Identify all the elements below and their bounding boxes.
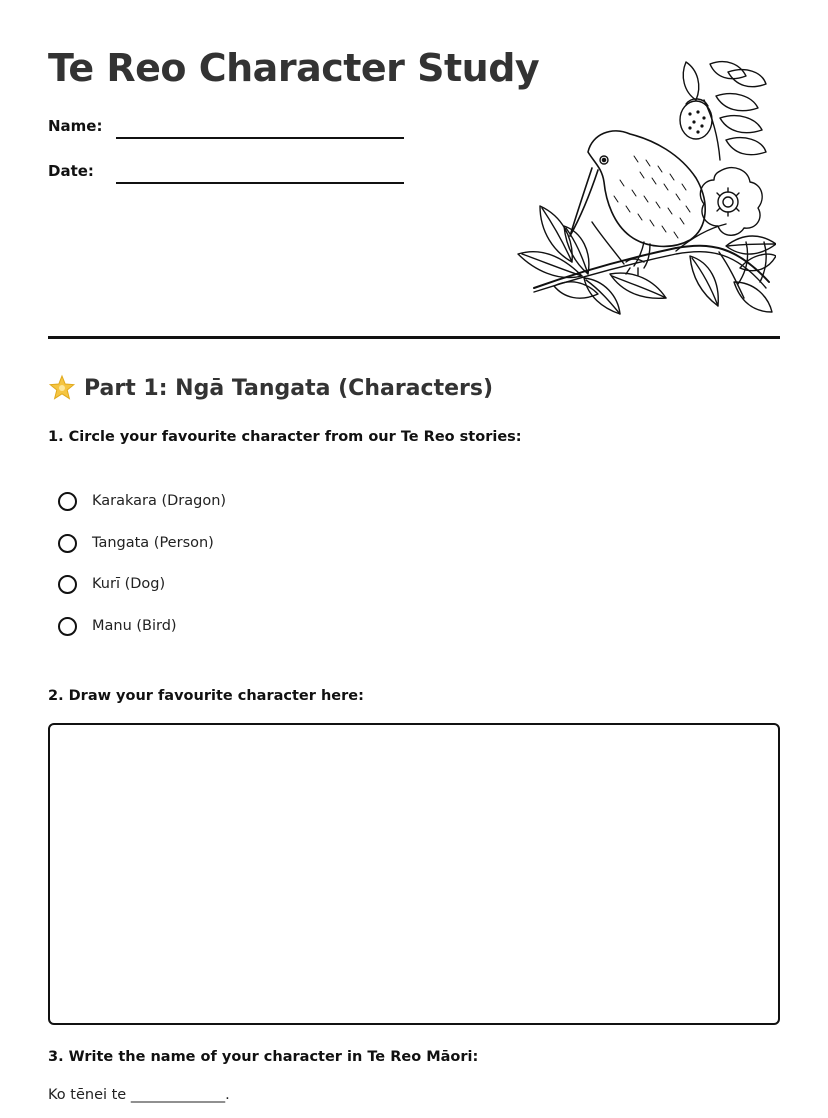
leaf xyxy=(720,116,762,133)
name-label: Name: xyxy=(48,117,103,135)
option-karakara[interactable] xyxy=(58,490,226,532)
section-divider xyxy=(48,336,780,339)
option-label: Manu (Bird) xyxy=(92,617,177,634)
question-1: 1. Circle your favourite character from our Te Reo stories: xyxy=(48,429,522,445)
radio-circle[interactable] xyxy=(58,617,77,636)
branch xyxy=(592,222,624,264)
option-manu[interactable] xyxy=(58,615,226,657)
page-title: Te Reo Character Study xyxy=(48,46,540,90)
option-tangata[interactable] xyxy=(58,532,226,574)
leaf xyxy=(760,242,766,282)
radio-circle[interactable] xyxy=(58,575,77,594)
option-label: Kurī (Dog) xyxy=(92,576,166,592)
date-label: Date: xyxy=(48,162,94,180)
leaf xyxy=(728,244,776,246)
question-2: 2. Draw your favourite character here: xyxy=(48,688,364,704)
name-field[interactable] xyxy=(116,137,404,139)
leaf xyxy=(566,228,588,274)
part1-heading xyxy=(48,374,493,402)
flower xyxy=(700,168,762,236)
part1-heading-text: Part 1: Ngā Tangata (Characters) xyxy=(84,375,494,401)
answer-sentence[interactable]: Ko tēnei te _____________. xyxy=(48,1087,230,1103)
question-3: 3. Write the name of your character in Te Reo Māori: xyxy=(48,1049,479,1065)
leaf xyxy=(690,256,718,306)
star-icon xyxy=(48,374,76,402)
twig xyxy=(704,100,720,160)
option-kuri[interactable] xyxy=(58,573,226,615)
option-label: Karakara (Dragon) xyxy=(92,493,227,509)
kiwi-body xyxy=(588,131,705,247)
kiwi-bird-illustration xyxy=(514,56,776,320)
drawing-area[interactable] xyxy=(48,723,780,1025)
worksheet-page xyxy=(48,0,780,1118)
leaf xyxy=(726,138,766,155)
leaf xyxy=(612,276,666,298)
radio-circle[interactable] xyxy=(58,492,77,511)
leaf xyxy=(734,282,772,312)
radio-circle[interactable] xyxy=(58,534,77,553)
date-field[interactable] xyxy=(116,182,404,184)
leaf xyxy=(683,62,699,100)
berry xyxy=(680,101,712,139)
option-label: Tangata (Person) xyxy=(92,534,214,551)
leaf xyxy=(716,94,758,111)
character-options xyxy=(58,490,226,656)
